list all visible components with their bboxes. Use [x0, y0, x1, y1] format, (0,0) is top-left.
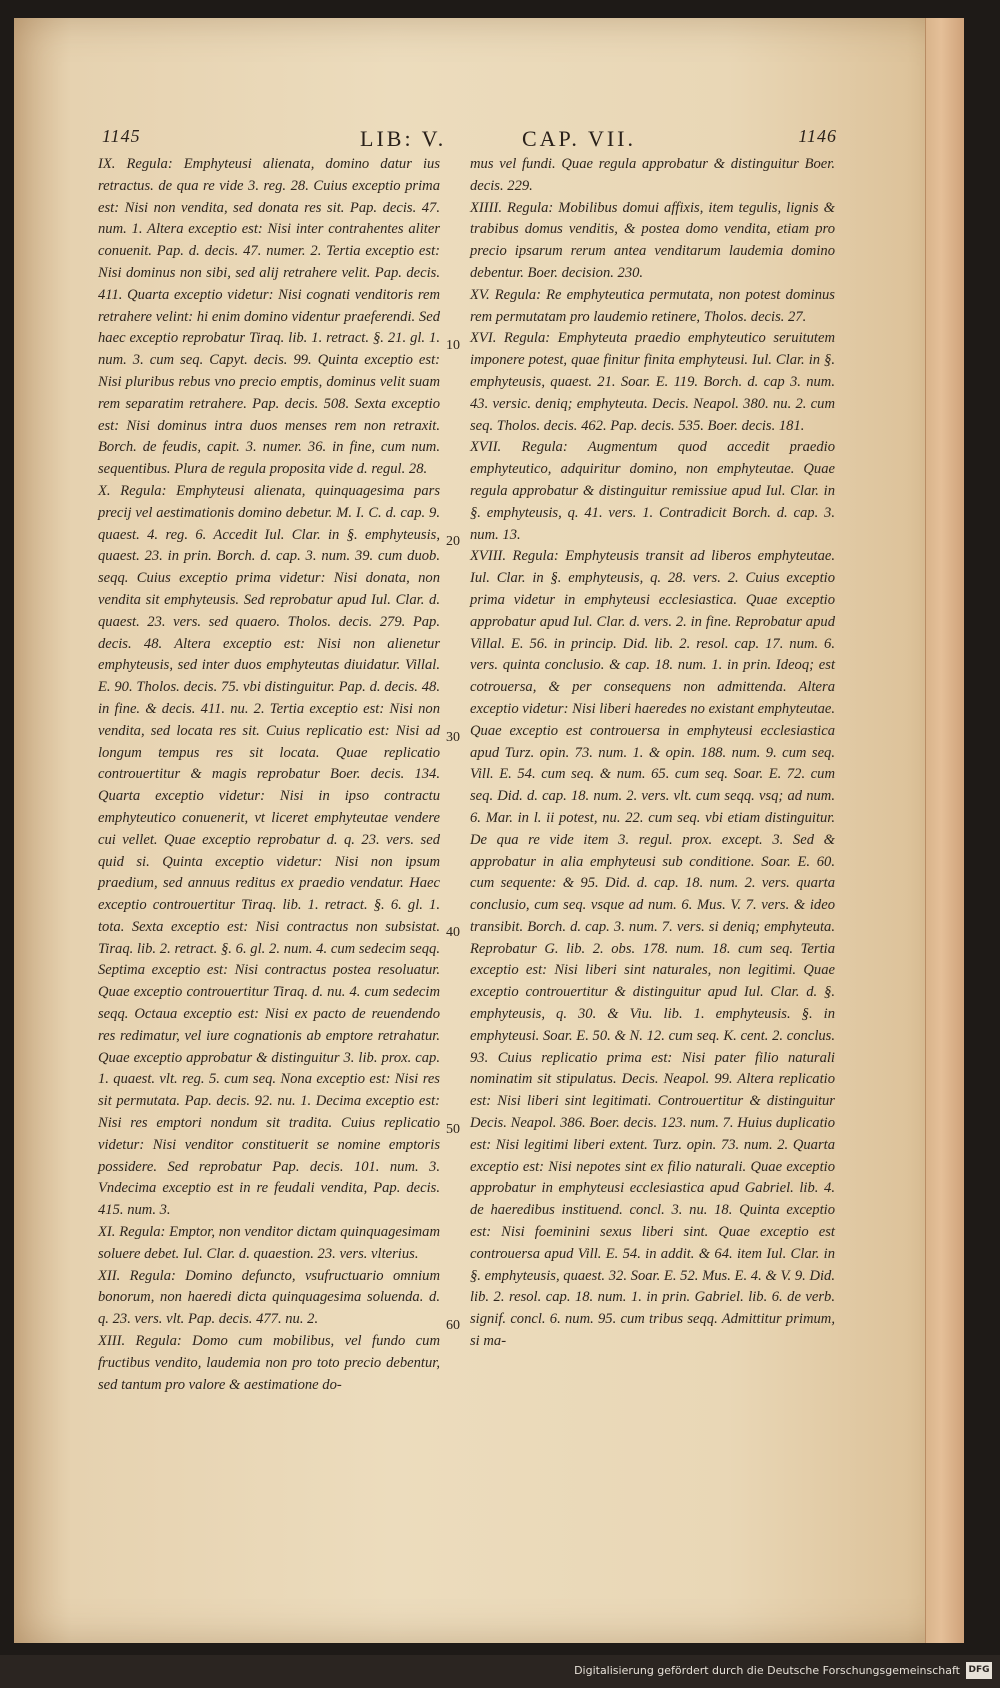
book-page	[14, 18, 964, 1643]
line-number-10: 10	[446, 338, 460, 353]
paragraph-rule-13: XIII. Regula: Domo cum mobilibus, vel fundo cum fructibus vendito, laudemia non pro toto precio debentur, sed tantum pro valore & aestimatione do-	[98, 1333, 440, 1393]
left-column	[98, 154, 440, 1396]
page-edge	[925, 18, 964, 1643]
paragraph-rule-16: XVI. Regula: Emphyteuta praedio emphyteutico seruitutem imponere potest, quae finitur finita emphyteusi. Iul. Clar. in §. emphyteusis, quaest. 21. Soar. E. 119. Borch. d. cap 3. num. 43. versic. deniq; emphyteuta. Decis. Neapol. 380. nu. 2. cum seq. Tholos. decis. 462. Pap. decis. 535. Boer. decis. 181.	[470, 330, 835, 434]
paragraph-rule-15: XV. Regula: Re emphyteutica permutata, non potest dominus rem permutatam pro laudemio retinere, Tholos. decis. 27.	[470, 286, 835, 325]
right-page-number: 1146	[798, 126, 837, 146]
paragraph-rule-11: XI. Regula: Emptor, non venditor dictam quinquagesimam soluere debet. Iul. Clar. d. quaestion. 23. vers. vlterius.	[98, 1224, 440, 1262]
digitization-footer	[0, 1655, 1000, 1688]
left-page-number: 1145	[102, 126, 141, 146]
right-column	[470, 154, 835, 1353]
paragraph-rule-13-cont: mus vel fundi. Quae regula approbatur & distinguitur Boer. decis. 229.	[470, 156, 835, 194]
chapter-label: CAP. VII.	[522, 126, 637, 151]
paragraph-rule-18: XVIII. Regula: Emphyteusis transit ad liberos emphyteutae. Iul. Clar. in §. emphyteusis, q. 28. vers. 2. Cuius exceptio prima videtur in emphyteusi ecclesiastica. Quae exceptio approbatur apud Iul. Clar. d. vers. 2. in fine. Reprobatur apud Villal. E. 56. in princip. Did. lib. 2. resol. cap. 17. num. 6. vers. quinta conclusio. & cap. 18. num. 1. in prin. Ideoq; est cotrouersa, & per consequens non admittenda. Altera exceptio videtur: Nisi liberi haeredes no existant emphyteutae. Quae exceptio est controuersa in emphyteusi ecclesiastica apud Turz. opin. 73. num. 1. & opin. 188. num. 9. cum seq. Vill. E. 54. cum seq. & num. 65. cum seq. Soar. E. 72. cum seq. Did. d. cap. 18. num. 2. vers. vlt. cum seqq. vsq; ad num. 6. Mar. in l. ii potest, nu. 22. cum seq. vbi etiam distinguitur. De qua re vide item 3. regul. prox. except. 3. Sed & approbatur in alia emphyteusi sub conditione. Soar. E. 60. cum sequente: & 95. Did. d. cap. 18. num. 2. vers. quarta conclusio, cum seq. vsque ad num. 6. Mus. V. 7. vers. & ideo transibit. Borch. d. cap. 3. num. 7. vers. si deniq; emphyteuta. Reprobatur G. lib. 2. obs. 178. num. 18. cum seq. Tertia exceptio est: Nisi liberi sint naturales, non legitimi. Quae exceptio controuertitur & distinguitur apud Iul. Clar. d. §. emphyteusis, q. 30. & Viu. lib. 1. emphyteusis. §. in emphyteusi. Soar. E. 50. & N. 12. cum seq. K. cent. 2. conclus. 93. Cuius replicatio prima est: Nisi pater filio naturali nominatim sit stipulatus. Decis. Neapol. 99. Altera replicatio est: Nisi liberi sint legitimati. Controuertitur & distinguitur Decis. Neapol. 386. Boer. decis. 123. num. 7. Huius duplicatio est: Nisi legitimi liberi extent. Turz. opin. 73. num. 2. Quarta exceptio est: Nisi nepotes sint ex filio naturali. Quae exceptio approbatur in emphyteusi ecclesiastica apud Gabriel. lib. 4. de haeredibus instituend. concl. 3. nu. 18. Quinta exceptio est: Nisi foeminini sexus liberi sint. Quae exceptio est controuersa apud Vill. E. 54. in addit. & 64. item Iul. Clar. in §. emphyteusis, quaest. 32. Soar. E. 52. Mus. E. 4. & V. 9. Did. lib. 2. resol. cap. 18. num. 1. in prin. Gabriel. lib. 6. de verb. signif. concl. 6. num. 95. cum tribus seqq. Admittitur primum, si ma-	[470, 548, 836, 1350]
line-number-50: 50	[446, 1122, 460, 1137]
dfg-logo-icon: DFG	[966, 1662, 992, 1679]
line-number-30: 30	[446, 730, 460, 745]
line-number-20: 20	[446, 534, 460, 549]
paragraph-rule-14: XIIII. Regula: Mobilibus domui affixis, item tegulis, lignis & trabibus domus venditis, & postea domo vendita, etiam pro precio ipsarum rerum antea venditarum laudemia domino debentur. Boer. decision. 230.	[470, 199, 835, 281]
book-label: LIB: V.	[360, 126, 447, 151]
line-number-60: 60	[446, 1318, 460, 1333]
line-number-40: 40	[446, 925, 460, 940]
paragraph-rule-9: IX. Regula: Emphyteusi alienata, domino datur ius retractus. de qua re vide 3. reg. 28. Cuius exceptio prima est: Nisi non vendita, sed donata res sit. Pap. decis. 47. num. 1. Altera exceptio est: Nisi inter contrahentes aliter conuenit. Pap. d. decis. 47. numer. 2. Tertia exceptio est: Nisi dominus non sibi, sed alij retrahere velit. Pap. decis. 411. Quarta exceptio videtur: Nisi cognati venditoris rem retrahere velint: hi enim domino videntur praeferendi. Sed haec exceptio reprobatur Tiraq. lib. 1. retract. §. 21. gl. 1. num. 3. cum seq. Capyt. decis. 99. Quinta exceptio est: Nisi pluribus rebus vno precio emptis, dominus velit suam rem separatim retrahere. Pap. decis. 508. Sexta exceptio est: Nisi dominus intra duos menses rem non retraxit. Borch. de feudis, capit. 3. numer. 36. in fine, cum num. sequentibus. Plura de regula proposita vide d. regul. 28.	[98, 156, 440, 478]
funding-credit: Digitalisierung gefördert durch die Deutsche Forschungsgemeinschaft	[574, 1664, 960, 1677]
paragraph-rule-10: X. Regula: Emphyteusi alienata, quinquagesima pars precij vel aestimationis domino debetur. M. I. C. d. cap. 9. quaest. 4. reg. 6. Accedit Iul. Clar. in §. emphyteusis, quaest. 23. in prin. Borch. d. cap. 3. num. 39. cum duob. seqq. Cuius exceptio prima videtur: Nisi donata, non vendita sit emphyteusis. Sed reprobatur apud Iul. Clar. d. quaest. 23. vers. sed quaero. Tholos. decis. 279. Pap. decis. 48. Altera exceptio est: Nisi non alienetur emphyteusis, sed inter duos emphyteutas diuidatur. Villal. E. 90. Tholos. decis. 75. vbi distinguitur. Pap. d. decis. 48. in fine. & decis. 411. nu. 2. Tertia exceptio est: Nisi non vendita, sed locata res sit. Cuius replicatio est: Nisi ad longum tempus res sit locata. Quae replicatio controuertitur & magis reprobatur Boer. decis. 134. Quarta exceptio videtur: Nisi in ipso contractu emphyteutico conuenerit, vt liceret emphyteutae vendere cui vellet. Quae exceptio reprobatur d. q. 23. vers. sed quid si. Quinta exceptio videtur: Nisi non ipsum praedium, sed annuus reditus ex praedio vendatur. Haec exceptio controuertitur Tiraq. lib. 1. retract. §. 6. gl. 1. tota. Sexta exceptio est: Nisi contractus non subsistat. Tiraq. lib. 2. retract. §. 6. gl. 2. num. 4. cum sedecim seqq. Septima exceptio est: Nisi contractus postea resoluatur. Quae exceptio controuertitur Tiraq. d. nu. 4. cum sedecim seqq. Octaua exceptio est: Nisi ex pacto de reuendendo res redimatur, vel iure cognationis ab emptore retrahatur. Quae exceptio approbatur & distinguitur 3. lib. prox. cap. 1. quaest. vlt. reg. 5. cum seq. Nona exceptio est: Nisi res sit permutata. Pap. decis. 92. nu. 1. Decima exceptio est: Nisi res emptori nondum sit tradita. Cuius replicatio videtur: Nisi venditor constituerit se nomine emptoris possidere. Sed reprobatur Pap. decis. 101. num. 3. Vndecima exceptio est in re feudali vendita, Pap. decis. 415. num. 3.	[98, 482, 440, 1219]
paragraph-rule-12: XII. Regula: Domino defuncto, vsufructuario omnium bonorum, non haeredi dicta quinquagesima soluenda. d. q. 23. vers. vlt. Pap. decis. 477. nu. 2.	[98, 1267, 440, 1328]
paragraph-rule-17: XVII. Regula: Augmentum quod accedit praedio emphyteutico, adquiritur domino, non emphyteutae. Quae regula approbatur & distinguitur remissiue apud Iul. Clar. in §. emphyteusis, q. 41. vers. 1. Contradicit Borch. d. cap. 3. num. 13.	[470, 439, 835, 543]
